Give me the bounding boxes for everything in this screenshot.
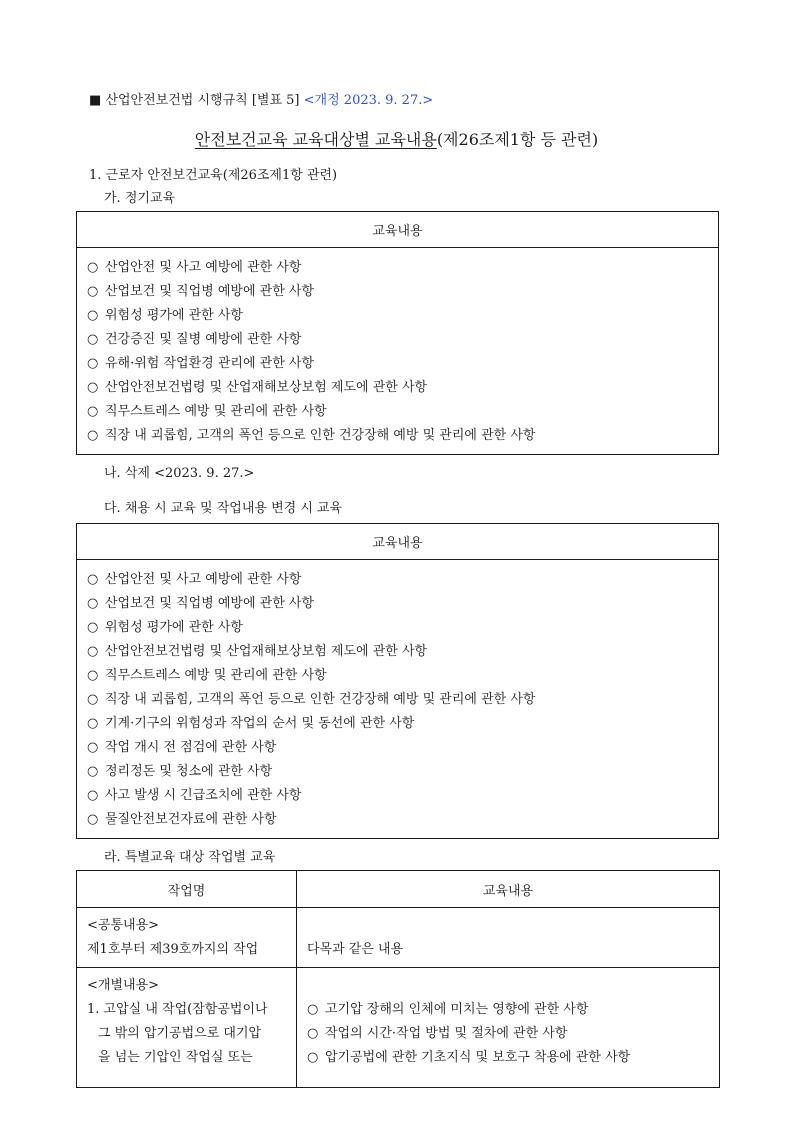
individual-work-line: 그 밖의 압기공법으로 대기압 — [98, 1026, 262, 1041]
individual-work-line: 1. 고압실 내 작업(잠함공법이나 — [87, 1002, 268, 1017]
list-item — [87, 376, 718, 400]
section-na-heading: 나. 삭제 <2023. 9. 27.> — [104, 466, 255, 481]
list-item-text: 산업안전보건법령 및 산업재해보상보험 제도에 관한 사항 — [105, 380, 428, 395]
section-1-heading: 1. 근로자 안전보건교육(제26조제1항 관련) — [89, 168, 338, 183]
list-item — [87, 328, 718, 352]
list-item-text: 정리정돈 및 청소에 관한 사항 — [105, 764, 273, 779]
circle-bullet-icon: ○ — [87, 284, 99, 299]
square-bullet-icon: ■ — [89, 93, 102, 108]
list-item — [87, 280, 718, 304]
list-item-text: 산업보건 및 직업병 예방에 관한 사항 — [105, 284, 315, 299]
circle-bullet-icon: ○ — [87, 668, 99, 683]
individual-content-line: ○ 고기압 장해의 인체에 미치는 영향에 관한 사항 — [307, 998, 711, 1022]
list-item — [87, 808, 718, 832]
page-title-main: 안전보건교육 교육대상별 교육내용 — [194, 130, 437, 149]
list-item-text: 산업안전 및 사고 예방에 관한 사항 — [105, 260, 302, 275]
list-item — [87, 640, 718, 664]
circle-bullet-icon: ○ — [87, 740, 99, 755]
list-item — [87, 784, 718, 808]
circle-bullet-icon: ○ — [87, 812, 99, 827]
list-item-text: 작업 개시 전 점검에 관한 사항 — [105, 740, 277, 755]
circle-bullet-icon: ○ — [307, 1002, 319, 1017]
list-item-text: 직장 내 괴롭힘, 고객의 폭언 등으로 인한 건강장해 예방 및 관리에 관한 사항 — [105, 428, 536, 443]
list-item — [87, 688, 718, 712]
circle-bullet-icon: ○ — [87, 356, 99, 371]
list-item-text: 직장 내 괴롭힘, 고객의 폭언 등으로 인한 건강장해 예방 및 관리에 관한 사항 — [105, 692, 536, 707]
circle-bullet-icon: ○ — [87, 572, 99, 587]
individual-content-line: ○ 작업의 시간·작업 방법 및 절차에 관한 사항 — [307, 1022, 711, 1046]
list-item — [87, 616, 718, 640]
regular-education-table-header: 교육내용 — [77, 212, 719, 248]
list-item — [87, 352, 718, 376]
list-item-text: 위험성 평가에 관한 사항 — [105, 308, 243, 323]
common-content-cell — [297, 908, 720, 968]
list-item — [87, 400, 718, 424]
circle-bullet-icon: ○ — [87, 596, 99, 611]
circle-bullet-icon: ○ — [87, 788, 99, 803]
list-item — [87, 568, 718, 592]
circle-bullet-icon: ○ — [87, 428, 99, 443]
common-work-cell — [77, 908, 297, 968]
section-da-heading: 다. 채용 시 교육 및 작업내용 변경 시 교육 — [104, 501, 343, 516]
individual-work-cell — [77, 968, 297, 1088]
table-row — [77, 968, 720, 1088]
list-item-text: 산업안전 및 사고 예방에 관한 사항 — [105, 572, 302, 587]
circle-bullet-icon: ○ — [87, 308, 99, 323]
list-item-text: 사고 발생 시 긴급조치에 관한 사항 — [105, 788, 302, 803]
list-item-text: 직무스트레스 예방 및 관리에 관한 사항 — [105, 668, 327, 683]
hiring-education-list — [77, 560, 718, 838]
circle-bullet-icon: ○ — [307, 1050, 319, 1065]
list-item — [87, 424, 718, 448]
circle-bullet-icon: ○ — [87, 644, 99, 659]
section-ga-heading: 가. 정기교육 — [104, 191, 176, 206]
circle-bullet-icon: ○ — [87, 380, 99, 395]
list-item — [87, 256, 718, 280]
individual-work-line: 을 넘는 기압인 작업실 또는 — [98, 1050, 253, 1065]
page-title-suffix: (제26조제1항 등 관련) — [436, 130, 599, 149]
common-work-text: 제1호부터 제39호까지의 작업 — [87, 942, 259, 957]
special-education-table — [76, 870, 720, 1088]
common-content-text: 다목과 같은 내용 — [307, 942, 404, 957]
individual-content-cell — [297, 968, 720, 1088]
list-item — [87, 304, 718, 328]
page-title — [0, 127, 793, 150]
list-item-text: 물질안전보건자료에 관한 사항 — [105, 812, 277, 827]
list-item — [87, 664, 718, 688]
list-item-text: 기계·기구의 위험성과 작업의 순서 및 동선에 관한 사항 — [105, 716, 415, 731]
law-reference-line — [89, 89, 433, 108]
hiring-education-table — [76, 523, 719, 839]
list-item-text: 산업보건 및 직업병 예방에 관한 사항 — [105, 596, 315, 611]
amendment-link[interactable]: <개정 2023. 9. 27.> — [303, 93, 434, 108]
circle-bullet-icon: ○ — [87, 764, 99, 779]
common-label: <공통내용> — [87, 918, 160, 933]
list-item-text: 건강증진 및 질병 예방에 관한 사항 — [105, 332, 302, 347]
circle-bullet-icon: ○ — [87, 716, 99, 731]
law-name: 산업안전보건법 시행규칙 [별표 5] — [105, 93, 300, 108]
list-item-text: 위험성 평가에 관한 사항 — [105, 620, 243, 635]
circle-bullet-icon: ○ — [87, 692, 99, 707]
circle-bullet-icon: ○ — [87, 260, 99, 275]
table-row — [77, 908, 720, 968]
circle-bullet-icon: ○ — [307, 1026, 319, 1041]
list-item — [87, 712, 718, 736]
col-header-work-name: 작업명 — [77, 871, 297, 908]
list-item — [87, 736, 718, 760]
circle-bullet-icon: ○ — [87, 332, 99, 347]
list-item-text: 산업안전보건법령 및 산업재해보상보험 제도에 관한 사항 — [105, 644, 428, 659]
individual-label: <개별내용> — [87, 978, 160, 993]
list-item — [87, 760, 718, 784]
hiring-education-table-header: 교육내용 — [77, 524, 719, 560]
individual-content-line: ○ 압기공법에 관한 기초지식 및 보호구 착용에 관한 사항 — [307, 1046, 711, 1070]
circle-bullet-icon: ○ — [87, 404, 99, 419]
list-item — [87, 592, 718, 616]
list-item-text: 유해·위험 작업환경 관리에 관한 사항 — [105, 356, 315, 371]
regular-education-list — [77, 248, 718, 454]
section-ra-heading: 라. 특별교육 대상 작업별 교육 — [104, 850, 276, 865]
regular-education-table — [76, 211, 719, 455]
col-header-education-content: 교육내용 — [297, 871, 720, 908]
list-item-text: 직무스트레스 예방 및 관리에 관한 사항 — [105, 404, 327, 419]
circle-bullet-icon: ○ — [87, 620, 99, 635]
